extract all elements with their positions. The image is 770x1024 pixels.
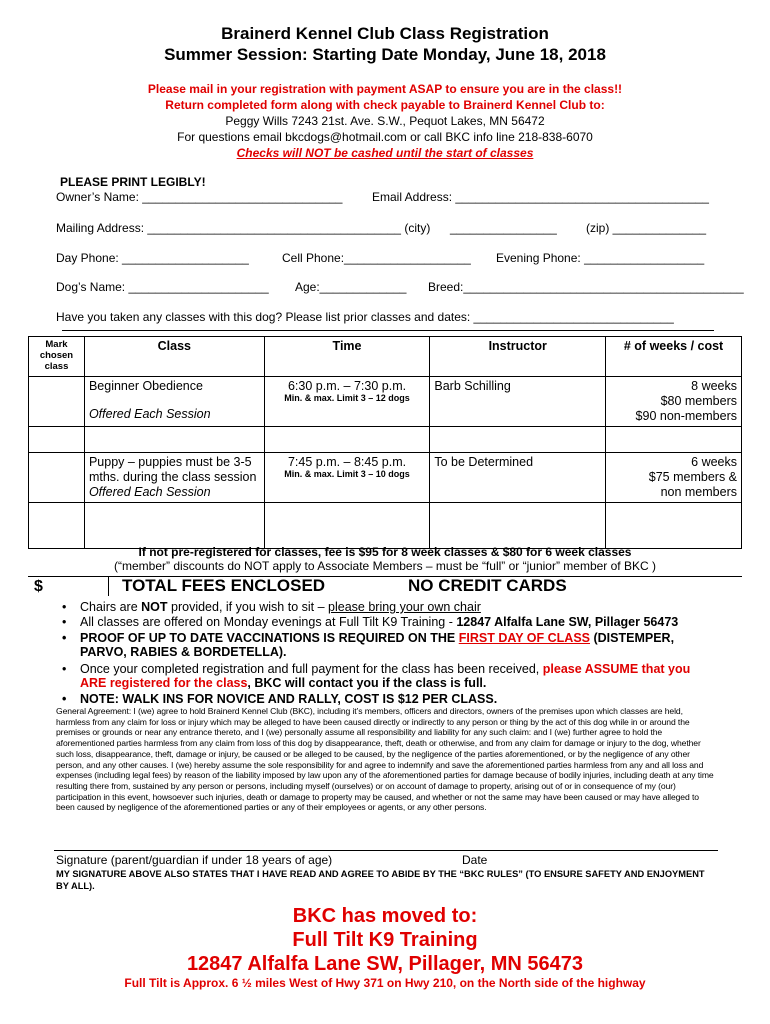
header-mark: Mark chosen class	[29, 337, 85, 377]
no-credit-cards: NO CREDIT CARDS	[408, 576, 567, 595]
page-title: Brainerd Kennel Club Class Registration	[221, 24, 549, 43]
not-preregistered-fee: If not pre-registered for classes, fee is $95 for 8 week classes & $80 for 6 week classes	[138, 545, 632, 559]
class-cost: 8 weeks $80 members $90 non-members	[606, 377, 742, 427]
member-discount-note: (“member” discounts do NOT apply to Associate Members – must be “full” or “junior” member of BKC )	[114, 559, 656, 573]
page-subtitle: Summer Session: Starting Date Monday, June 18, 2018	[164, 45, 606, 64]
new-location-address: 12847 Alfalfa Lane SW, Pillager, MN 56473	[186, 953, 584, 975]
header-class: Class	[84, 337, 264, 377]
table-row-spacer	[29, 503, 742, 549]
bullet-location: • All classes are offered on Monday evenings at Full Tilt K9 Training - 12847 Alfalfa Lane SW, Pillager 56473	[62, 615, 679, 629]
table-row	[29, 377, 742, 427]
dog-age-field[interactable]: Age:_____________	[295, 280, 407, 294]
breed-field[interactable]: Breed:__________________________________________	[428, 280, 744, 294]
header-instructor: Instructor	[430, 337, 606, 377]
questions-contact: For questions email bkcdogs@hotmail.com or call BKC info line 218-838-6070	[177, 130, 593, 144]
header-cost: # of weeks / cost	[606, 337, 742, 377]
class-name: Puppy – puppies must be 3-5 mths. during the class session	[88, 455, 257, 484]
print-legibly: PLEASE PRINT LEGIBLY!	[60, 175, 206, 189]
table-row-spacer	[29, 427, 742, 453]
email-field[interactable]: Email Address: ______________________________________	[372, 190, 709, 204]
day-phone-field[interactable]: Day Phone: ___________________	[56, 251, 249, 265]
bullet-registration: • Once your completed registration and full payment for the class has been received, please ASSUME that you ARE registered for the class, BKC will contact you if the class is full.	[62, 662, 691, 690]
cell-phone-field[interactable]: Cell Phone:___________________	[282, 251, 471, 265]
class-note: Offered Each Session	[88, 485, 211, 499]
dollar-sign: $	[34, 578, 43, 595]
prior-classes-line[interactable]	[62, 330, 714, 331]
class-time: 7:45 p.m. – 8:45 p.m.	[287, 455, 407, 469]
mark-checkbox-puppy[interactable]	[29, 453, 85, 503]
mailing-address: Peggy Wills 7243 21st. Ave. S.W., Pequot Lakes, MN 56472	[225, 114, 545, 128]
class-limit: Min. & max. Limit 3 – 10 dogs	[284, 469, 410, 479]
mailing-address-field[interactable]: Mailing Address: ______________________________________ (city)	[56, 221, 431, 235]
class-instructor: Barb Schilling	[430, 377, 606, 427]
dog-name-field[interactable]: Dog’s Name: _____________________	[56, 280, 269, 294]
class-note: Offered Each Session	[88, 407, 211, 421]
bullet-chairs: • Chairs are NOT provided, if you wish to sit – please bring your own chair	[62, 600, 481, 614]
new-location-name: Full Tilt K9 Training	[292, 929, 478, 951]
return-notice: Return completed form along with check payable to Brainerd Kennel Club to:	[165, 98, 605, 112]
bullet-vaccinations: • PROOF OF UP TO DATE VACCINATIONS IS REQUIRED ON THE FIRST DAY OF CLASS (DISTEMPER, PARVO, RABIES & BORDETELLA).	[62, 631, 675, 659]
city-field[interactable]: ________________	[450, 221, 557, 235]
class-time: 6:30 p.m. – 7:30 p.m.	[287, 379, 407, 393]
mail-notice: Please mail in your registration with payment ASAP to ensure you are in the class!!	[147, 82, 623, 96]
zip-field[interactable]: (zip) ______________	[586, 221, 707, 235]
owner-name-field[interactable]: Owner’s Name: ______________________________	[56, 190, 343, 204]
header-time: Time	[264, 337, 430, 377]
date-label: Date	[462, 853, 488, 867]
class-instructor: To be Determined	[430, 453, 606, 503]
class-limit: Min. & max. Limit 3 – 12 dogs	[284, 393, 410, 403]
mark-checkbox-beginner[interactable]	[29, 377, 85, 427]
checks-notice: Checks will NOT be cashed until the start of classes	[236, 146, 534, 160]
moved-heading: BKC has moved to:	[292, 905, 478, 927]
table-row	[29, 453, 742, 503]
general-agreement: General Agreement: I (we) agree to hold Brainerd Kennel Club (BKC), including it’s members, officers and directors, owners of the premises upon which classes are held, harmless from any claim for loss or injury which may be alleged to have been caused directly or indirectly to any person or thing by the act of this dog while in or around the premises or grounds or near any entrance thereto, and I (we) personally assume all responsibility and liability for any such claim: and I (we) further agree to hold the aforementioned parties harmless from any claim from loss of this dog by disappearance, theft, death or otherwise, and from any claim for damage or injury to the dog, whether such loss, disappearance, theft, damage or injury, be caused or be alleged to be caused, by the negligence of the parties aforementioned, or by the negligence of any other person, and any other causes. I (we) hereby assume the sole responsibility for and agree to indemnify and save the aforementioned parties harmless from any and all loss and expenses (including legal fees) by reason of the liability imposed by law upon any of the aforementioned parties for damage because of bodily injuries, including death at any time resulting there from, sustained by any person or persons, including myself (ourselves) or on account of damage to property, arising out of or in consequence of my (our) participation in this event, howsoever such injuries, death or damage to property may be caused, and whether or not the same may have been caused or may have alleged to been caused by negligence of the aforementioned parties or any of their employees or agents, or any other persons.	[56, 706, 714, 813]
signature-line[interactable]	[54, 850, 718, 851]
total-fees-label: TOTAL FEES ENCLOSED	[122, 576, 326, 595]
bullet-walkins: • NOTE: WALK INS FOR NOVICE AND RALLY, COST IS $12 PER CLASS.	[62, 692, 498, 706]
directions: Full Tilt is Approx. 6 ½ miles West of Hwy 371 on Hwy 210, on the North side of the highway	[124, 976, 646, 990]
class-cost: 6 weeks $75 members & non members	[606, 453, 742, 503]
prior-classes-field[interactable]: Have you taken any classes with this dog? Please list prior classes and dates: ______________________________	[56, 310, 674, 324]
evening-phone-field[interactable]: Evening Phone: __________________	[496, 251, 705, 265]
class-table	[28, 336, 742, 549]
signature-label: Signature (parent/guardian if under 18 years of age)	[56, 853, 333, 867]
class-name: Beginner Obedience	[88, 379, 203, 393]
rules-statement: MY SIGNATURE ABOVE ALSO STATES THAT I HAVE READ AND AGREE TO ABIDE BY THE “BKC RULES” (TO ENSURE SAFETY AND ENJOYMENT BY ALL).	[56, 869, 705, 891]
